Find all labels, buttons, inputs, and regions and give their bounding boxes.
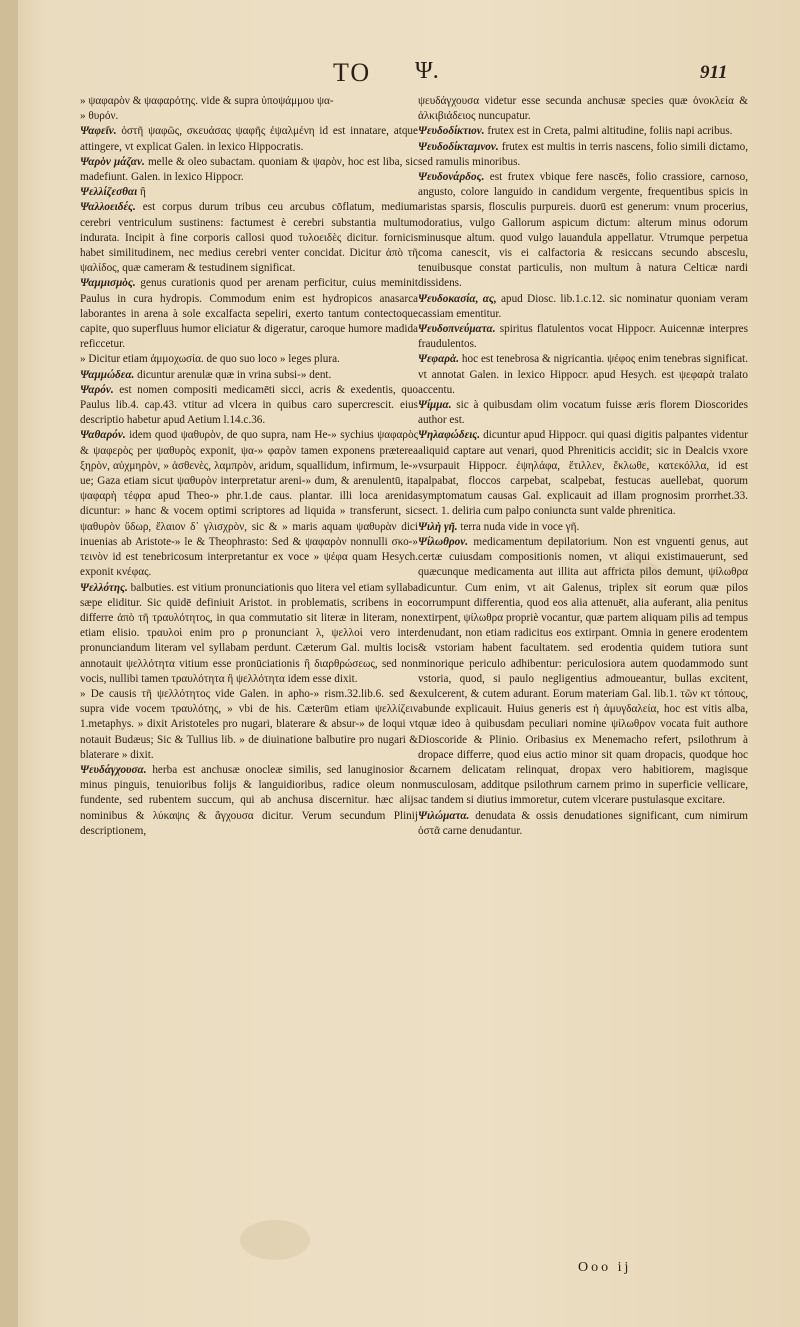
entry-text: ψευδάγχουσα videtur esse secunda anchusæ species quæ ὀνοκλεία & ἀλκιβιάδειος nuncupatur. bbox=[418, 95, 748, 123]
entry-headword: Ψεφαρὰ. bbox=[418, 353, 460, 366]
entry-text: » Dicitur etiam ἀμμοχωσία. de quo suo loco » leges plura. bbox=[80, 353, 340, 366]
dictionary-entry bbox=[80, 185, 418, 200]
entry-text: dicuntur apud Hippocr. qui quasi digitis palpantes videntur aliquid captare aut venari, quod Phreniticis accidit; sic in Dealcis vxore vsurpauit Hippocr. ἐψηλάφα, ἔτιλλεν, ἔκλωθε, κατεκόλλα, id est palpabat, floccos carpebat, scalpebat, festucas auellebat, quorum symptomatum causas Gal. explicauit ad illam prognosim prorrhet.33. sect. 1. deliria cum palpo coniuncta sunt valde phrenitica. bbox=[418, 429, 748, 518]
entry-text: idem quod ψαθυρὸν, de quo supra, nam He-» sychius ψαφαρὸς & ψαφερὸς per ψαθυρὸς exponit, ψα-» φαρὸν tamen exponens præterea ξηρὸν, αὐχμηρὸν, » ἀσθενὲς, λαμπρὸν, aridum, squallidum, infirmum, le-» ue; Gaza etiam sicut ψαθυρὸν interpretatur areni-» dum, & arenulentū, ita ψαφαρὴ τέφρα apud Theo-» phr.1.de caus. plantar. illi loca arenida dicuntur: » hanc & vocem optimi scriptores ad liquida » transferunt, sic ψαθυρὸν ὕδωρ, ἔλαιον δ᾽ γλισχρὸν, sic & » maris aquam ψαθυρὰν dici inuenias ab Aristote-» le & Theophrasto: Sed & ψαφαρὸν nonnulli σκο-» τεινὸν id est tenebricosum interpretantur ex voce » ψέφα quam Hesych. exponit κνέφας. bbox=[80, 429, 419, 579]
entry-text: medicamentum depilatorium. Non est vnguenti genus, aut certæ cuiusdam compositionis nomen, vt aliqui existimauerunt, sed quæcunque medicamenta aut illita aut affricta pilos demunt, ψίλωθρα dicuntur. Cum enim, vt ait Galenus, triplex sit eorum quæ pilos corrumpunt differentia, quod eos alia attenuēt, alia auferant, alia penitus extirpent, ψίλωθρα propriè vocantur, quæ partem aliquam pilis ad tempus denudant, non etiam radicitus eos extirpant. Omnia in genere erodentem & vstoriam habent facultatem. sed erodentia quidem tutiora sunt minorique periculo adhibentur: periculosiora autem quodammodo sunt vstoria, quod, si paulo negligentius admoueantur, bullas excitent, exulcerent, & cutem adurant. Eorum materiam Gal. lib.1. τῶν κτ τόπους, abunde explicauit. Huius generis est ἡ ἀμυγδαλεία, hoc est vitis alba, quæ ideo à quibusdam peculiari nomine ψίλωθρον vocata fuit authore Dioscoride & Plinio. Oribasius ex Menemacho refert, psilothrum à dropace differre, quod eius actio minor sit quam dropacis, quodque hoc carnem delicatam relinquat, dropax vero habitiorem, magisque musculosam, additque psilothrum carnem primo in superficie vellicare, ac tandem si diutius immoretur, cutem vlcerare pustulasque excitare. bbox=[418, 535, 748, 807]
entry-text: hoc est tenebrosa & nigricantia. ψέφος enim tenebras significat. vt annotat Galen. in lexico Hippocr. apud Hesych. est ψεφαρὰ tralato accentu. bbox=[418, 353, 748, 396]
page-header bbox=[0, 58, 800, 92]
entry-headword: Ψαφεῖν. bbox=[80, 125, 117, 138]
dictionary-entry bbox=[418, 428, 748, 519]
dictionary-entry bbox=[80, 383, 418, 429]
dictionary-entry bbox=[80, 155, 418, 185]
entry-headword: Ψευδάγχουσα. bbox=[80, 763, 147, 776]
running-head: TO bbox=[333, 58, 372, 87]
dictionary-entry bbox=[80, 352, 418, 367]
entry-headword: Ψαμμώδεα. bbox=[80, 368, 135, 381]
left-column bbox=[80, 94, 418, 839]
entry-text: est corpus durum tribus ceu arcubus cōflatum, medium cerebri ventriculum sustinens: factumest è cerebri substantia multum indurata. Incipit à fine corporis callosi quod τυλοειδὲς dicitur. fornicis habet similitudinem, nec medius cerebri venter concidat. Dicitur ἀπὸ τῆ ψαλίδος, quæ cameram & testudinem significat. bbox=[80, 201, 418, 275]
right-column bbox=[418, 94, 748, 839]
dictionary-entry bbox=[418, 322, 748, 352]
entry-text: herba est anchusæ onocleæ similis, sed lanuginosior & minus pinguis, tenuioribus folijs & languidioribus, radice oleum non fundente, sed rubentem succum, qui ab anchusa discernitur. hæc alijs nominibus & λύκαψις & ἄγχουσα dicitur. Verum secundum Plinij descriptionem, bbox=[80, 763, 418, 837]
dictionary-entry bbox=[418, 140, 748, 170]
entry-text: » θυρόν. bbox=[80, 110, 119, 123]
entry-headword: Ψιλὴ γῆ. bbox=[418, 520, 458, 533]
dictionary-entry bbox=[418, 398, 748, 428]
entry-text: terra nuda vide in voce γῆ. bbox=[460, 520, 580, 533]
dictionary-entry bbox=[80, 276, 418, 352]
entry-text: dicuntur arenulæ quæ in vrina subsi-» dent. bbox=[137, 368, 332, 381]
entry-headword: Ψευδοκασία, ας, bbox=[418, 292, 497, 305]
dictionary-entry bbox=[418, 520, 748, 535]
entry-text: sic à quibusdam olim vocatum fuisse æris florem Dioscorides author est. bbox=[418, 399, 748, 427]
page-gutter-shadow bbox=[0, 0, 18, 1327]
dictionary-entry bbox=[418, 170, 748, 292]
entry-text: apud Diosc. lib.1.c.12. sic nominatur quoniam veram cassiam ementitur. bbox=[418, 292, 748, 320]
entry-text: genus curationis quod per arenam perficitur, cuius meminit Paulus in cura hydropis. Commodum enim est hydropicos anasarca laborantes in arena à sole excalfacta sepeliri, exerto tantum contectoque capite, quo superfluus humor eliciatur & digeratur, caroque humore madida reficcetur. bbox=[80, 277, 419, 351]
entry-headword: Ψαλλοειδές. bbox=[80, 201, 136, 214]
entry-text: balbuties. est vitium pronunciationis quo litera vel etiam syllaba sæpe eliditur. Sic quidē definiuit Aristot. in problematis, scribens in eo differre ἀπὸ τῆ τραυλότητος, in qua commutatio sit literæ in literam, non etiam elisio. τραυλοὶ enim pro ρ pronunciant λ, ψελλοὶ vero inter pronunciandum literam vel syllabam perdunt. Cæterum Gal. multis locis annotauit ψελλότητα vitium esse pronūciationis ἢ διαρθρώσεως, sed non vocis, nullibi tamen τραυλότητα ἢ ψελλότητα idem esse dixit. bbox=[80, 581, 418, 685]
dictionary-entry bbox=[80, 368, 418, 383]
dictionary-entry bbox=[418, 352, 748, 398]
entry-text: denudata & ossis denudationes significant, cum nimirum ὀστᾶ carne denudantur. bbox=[418, 809, 748, 837]
entry-headword: Ψευδοδίκταμνον. bbox=[418, 140, 499, 153]
section-letter: Ψ. bbox=[415, 58, 439, 84]
paper-stain bbox=[240, 1220, 310, 1260]
entry-text: est nomen compositi medicamēti sicci, acris & exedentis, quo Paulus lib.4. cap.43. vtitur ad vlcera in quibus caro supercrescit. eius descriptio habetur apud Aetium l.14.c.36. bbox=[80, 383, 419, 427]
entry-text: » De causis τῆ ψελλότητος vide Galen. in apho-» rism.32.lib.6. sed & supra vide vocem τραυλότης, » vbi de his. Cæterūm etiam ψελλίζειν 1.metaphys. » dixit Aristoteles pro nugari, blaterare & absur-» de loqui vt notauit Budæus; Sic & Tullius lib. » de diuinatione balbutire pro nugari & blaterare » dixit. bbox=[80, 687, 418, 761]
dictionary-entry bbox=[418, 535, 748, 809]
entry-text: ὀστῆ ψαφῶς, σκευάσας ψαφῆς ἐψαλμένη id est innatare, atque attingere, vt explicat Galen. in lexico Hippocratis. bbox=[80, 125, 418, 153]
dictionary-entry bbox=[418, 292, 748, 322]
dictionary-entry bbox=[418, 94, 748, 124]
dictionary-entry bbox=[80, 581, 418, 687]
dictionary-entry bbox=[80, 124, 418, 154]
entry-headword: Ψευδοδίκτιον. bbox=[418, 125, 485, 138]
dictionary-entry bbox=[80, 687, 418, 763]
dictionary-entry bbox=[418, 124, 748, 139]
entry-headword: Ψελλίζεσθαι bbox=[80, 186, 138, 199]
entry-text: frutex est multis in terris nascens, folio simili dictamo, sed ramulis minoribus. bbox=[418, 140, 749, 168]
entry-headword: Ψελλότης. bbox=[80, 581, 128, 594]
entry-text: frutex est in Creta, palmi altitudine, foliis napi acribus. bbox=[487, 125, 733, 138]
entry-headword: Ψαρόν. bbox=[80, 383, 114, 396]
entry-text: melle & oleo subactam. quoniam & ψαρὸν, hoc est liba, sic madefiunt. Galen. in lexico Hippocr. bbox=[80, 155, 418, 184]
entry-headword: Ψαμμισμὸς. bbox=[80, 277, 136, 290]
entry-headword: Ψαρὸν μάζαν. bbox=[80, 155, 145, 168]
entry-headword: Ψίμμα. bbox=[418, 399, 452, 412]
page-number: 911 bbox=[700, 62, 728, 83]
dictionary-entry bbox=[80, 94, 418, 109]
entry-text: est frutex vbique fere nascēs, folio crassiore, carnoso, angusto, colore languido in candidum vergente, frequentibus spicis in aristas sparsis, flosculis purpureis. duorū est generum: vnum procerius, odoratius, vulgo Gallorum aspicum dictum: alterum minus odorum minusque altum. quod vulgo lauandula appellatur. Vtrumque perpetua coma canescit, vis ei calfactoria & resiccans secundo absceslu, tenuibusque constat particulis, non multum à natura Celticæ nardi dissidens. bbox=[418, 171, 748, 290]
entry-text: » ψαφαρὸν & ψαφαρότης. vide & supra ὑποψάμμου ψα- bbox=[80, 95, 334, 107]
entry-text: spiritus flatulentos vocat Hippocr. Auicennæ interpres fraudulentos. bbox=[418, 323, 749, 351]
entry-headword: Ψαθαρόν. bbox=[80, 429, 126, 442]
dictionary-entry bbox=[418, 809, 748, 839]
entry-headword: Ψιλώματα. bbox=[418, 809, 470, 822]
dictionary-entry bbox=[80, 200, 418, 276]
dictionary-entry bbox=[80, 763, 418, 839]
dictionary-entry bbox=[80, 109, 418, 124]
entry-headword: Ψευδοπνεύματα. bbox=[418, 323, 496, 336]
entry-headword: Ψίλωθρον. bbox=[418, 535, 469, 548]
dictionary-entry bbox=[80, 428, 418, 580]
signature-mark: Ooo ij bbox=[578, 1260, 632, 1275]
entry-headword: Ψηλαφώδεις. bbox=[418, 429, 481, 442]
entry-text: ἢ bbox=[140, 186, 146, 199]
entry-headword: Ψευδονάρδος. bbox=[418, 171, 485, 184]
